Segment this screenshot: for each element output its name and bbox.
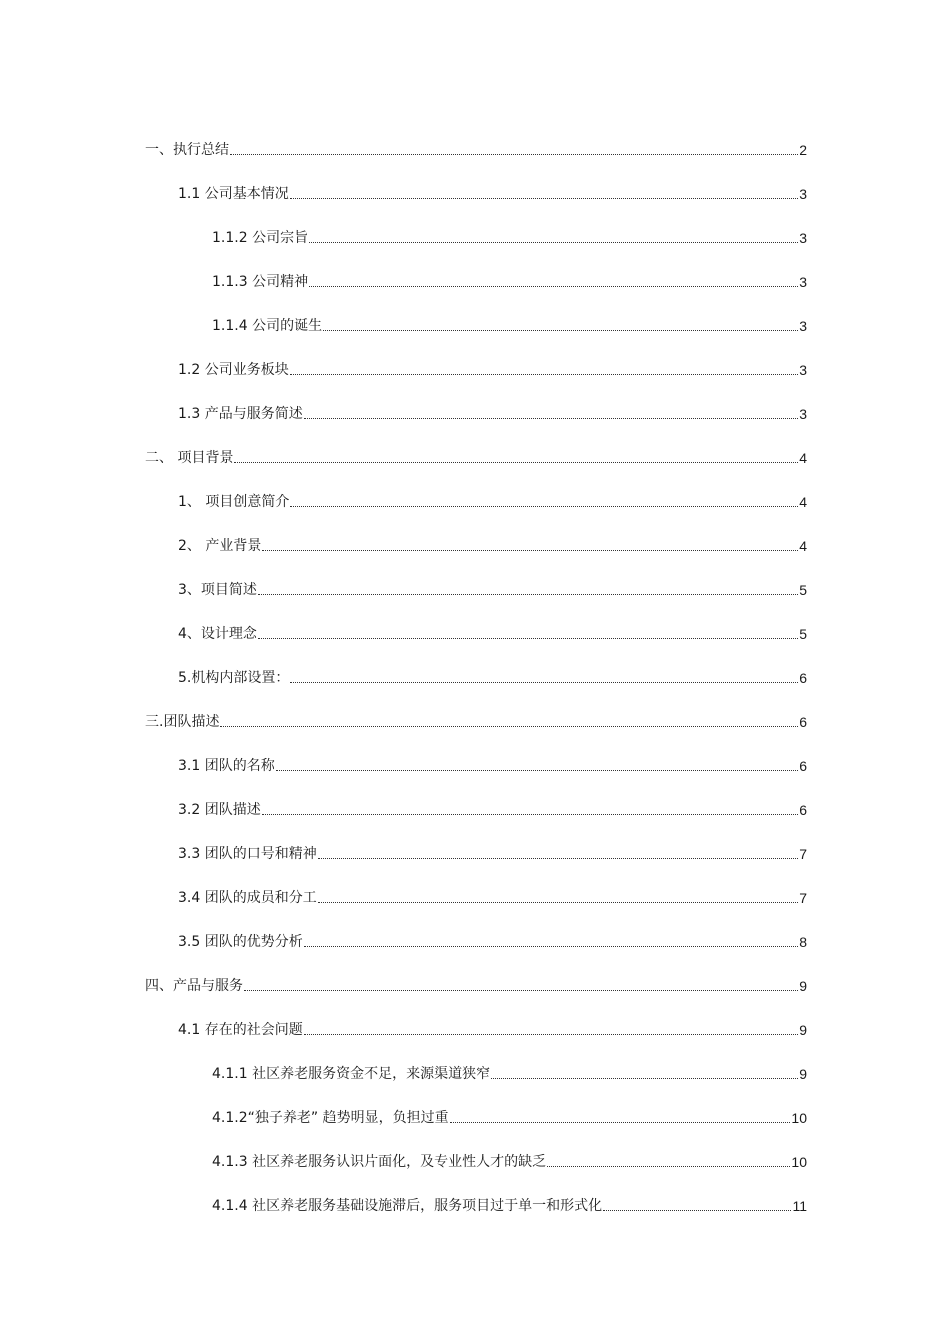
toc-page-number: 4 xyxy=(799,450,807,466)
toc-page-number: 3 xyxy=(799,318,807,334)
toc-dot-leader xyxy=(309,229,798,247)
toc-dot-leader xyxy=(290,361,798,379)
toc-page-number: 3 xyxy=(799,362,807,378)
toc-entry-title: 二、 项目背景 xyxy=(145,450,234,466)
toc-entry-title: 5.机构内部设置： xyxy=(178,670,290,686)
toc-dot-leader xyxy=(230,141,798,159)
toc-page-number: 3 xyxy=(799,230,807,246)
toc-page-number: 6 xyxy=(799,802,807,818)
toc-page-number: 6 xyxy=(799,714,807,730)
toc-entry-title: 1.1.2 公司宗旨 xyxy=(212,230,309,246)
toc-entry-title: 1.2 公司业务板块 xyxy=(178,362,289,378)
toc-entry[interactable] xyxy=(212,1127,807,1171)
toc-entry[interactable] xyxy=(178,775,807,819)
toc-entry-title: 1.1.4 公司的诞生 xyxy=(212,318,323,334)
toc-page-number: 8 xyxy=(799,934,807,950)
toc-entry-title: 4.1.1 社区养老服务资金不足，来源渠道狭窄 xyxy=(212,1066,491,1082)
toc-entry[interactable] xyxy=(212,203,807,247)
toc-dot-leader xyxy=(290,669,798,687)
toc-entry-title: 3.4 团队的成员和分工 xyxy=(178,890,317,906)
toc-dot-leader xyxy=(234,449,798,467)
toc-entry[interactable] xyxy=(178,731,807,775)
toc-page-number: 9 xyxy=(799,1066,807,1082)
toc-page-number: 11 xyxy=(792,1198,807,1214)
toc-entry-title: 4.1.2“独子养老” 趋势明显，负担过重 xyxy=(212,1110,449,1126)
toc-dot-leader xyxy=(309,273,798,291)
toc-entry[interactable] xyxy=(212,1039,807,1083)
toc-page-number: 9 xyxy=(799,978,807,994)
toc-entry-title: 4.1.3 社区养老服务认识片面化，及专业性人才的缺乏 xyxy=(212,1154,547,1170)
toc-dot-leader xyxy=(318,845,798,863)
toc-entry-title: 1.1 公司基本情况 xyxy=(178,186,289,202)
toc-entry[interactable] xyxy=(178,819,807,863)
toc-dot-leader xyxy=(304,933,798,951)
toc-dot-leader xyxy=(547,1153,790,1171)
toc-entry-title: 1.1.3 公司精神 xyxy=(212,274,309,290)
toc-entry[interactable] xyxy=(178,599,807,643)
toc-dot-leader xyxy=(491,1065,798,1083)
toc-page-number: 10 xyxy=(791,1154,807,1170)
toc-dot-leader xyxy=(220,713,798,731)
toc-entry[interactable] xyxy=(178,511,807,555)
toc-page-number: 10 xyxy=(791,1110,807,1126)
toc-entry-title: 4.1 存在的社会问题 xyxy=(178,1022,303,1038)
toc-page-number: 9 xyxy=(799,1022,807,1038)
toc-entry[interactable] xyxy=(178,995,807,1039)
toc-dot-leader xyxy=(304,1021,798,1039)
toc-entry-title: 1、 项目创意简介 xyxy=(178,494,290,510)
toc-page-number: 3 xyxy=(799,274,807,290)
toc-entry[interactable] xyxy=(178,335,807,379)
toc-entry[interactable] xyxy=(178,159,807,203)
toc-entry-title: 3.2 团队描述 xyxy=(178,802,261,818)
toc-page-number: 2 xyxy=(799,142,807,158)
toc-page-number: 7 xyxy=(799,846,807,862)
toc-dot-leader xyxy=(603,1197,791,1215)
toc-dot-leader xyxy=(450,1109,791,1127)
toc-entry[interactable] xyxy=(145,115,807,159)
toc-entry-title: 1.3 产品与服务简述 xyxy=(178,406,303,422)
toc-entry-title: 2、 产业背景 xyxy=(178,538,262,554)
toc-page-number: 5 xyxy=(799,582,807,598)
toc-page-number: 3 xyxy=(799,406,807,422)
toc-entry-title: 3.3 团队的口号和精神 xyxy=(178,846,317,862)
toc-entry[interactable] xyxy=(178,379,807,423)
toc-entry-title: 4、设计理念 xyxy=(178,626,257,642)
toc-entry-title: 四、产品与服务 xyxy=(145,978,243,994)
toc-dot-leader xyxy=(290,493,798,511)
toc-entry[interactable] xyxy=(145,687,807,731)
toc-entry[interactable] xyxy=(178,555,807,599)
toc-page-number: 4 xyxy=(799,538,807,554)
toc-dot-leader xyxy=(258,625,798,643)
toc-dot-leader xyxy=(318,889,798,907)
toc-entry-title: 三.团队描述 xyxy=(145,714,220,730)
toc-dot-leader xyxy=(258,581,798,599)
toc-entry-title: 3.5 团队的优势分析 xyxy=(178,934,303,950)
toc-entry-title: 3、项目简述 xyxy=(178,582,257,598)
toc-entry[interactable] xyxy=(145,951,807,995)
toc-page-number: 3 xyxy=(799,186,807,202)
toc-entry[interactable] xyxy=(212,1171,807,1215)
toc-entry-title: 3.1 团队的名称 xyxy=(178,758,275,774)
toc-page-number: 6 xyxy=(799,758,807,774)
toc-entry[interactable] xyxy=(178,863,807,907)
toc-entry[interactable] xyxy=(178,643,807,687)
toc-entry[interactable] xyxy=(212,247,807,291)
toc-entry[interactable] xyxy=(212,291,807,335)
toc-dot-leader xyxy=(276,757,798,775)
toc-dot-leader xyxy=(304,405,798,423)
toc-entry[interactable] xyxy=(212,1083,807,1127)
toc-entry[interactable] xyxy=(178,467,807,511)
toc-dot-leader xyxy=(262,537,798,555)
toc-page-number: 5 xyxy=(799,626,807,642)
toc-entry[interactable] xyxy=(178,907,807,951)
toc-dot-leader xyxy=(244,977,798,995)
toc-page-number: 7 xyxy=(799,890,807,906)
toc-dot-leader xyxy=(323,317,798,335)
toc-page-number: 6 xyxy=(799,670,807,686)
toc-entry-title: 4.1.4 社区养老服务基础设施滞后，服务项目过于单一和形式化 xyxy=(212,1198,603,1214)
toc-entry-title: 一、执行总结 xyxy=(145,142,229,158)
toc-page-number: 4 xyxy=(799,494,807,510)
toc-entry[interactable] xyxy=(145,423,807,467)
toc-dot-leader xyxy=(262,801,798,819)
toc-dot-leader xyxy=(290,185,798,203)
